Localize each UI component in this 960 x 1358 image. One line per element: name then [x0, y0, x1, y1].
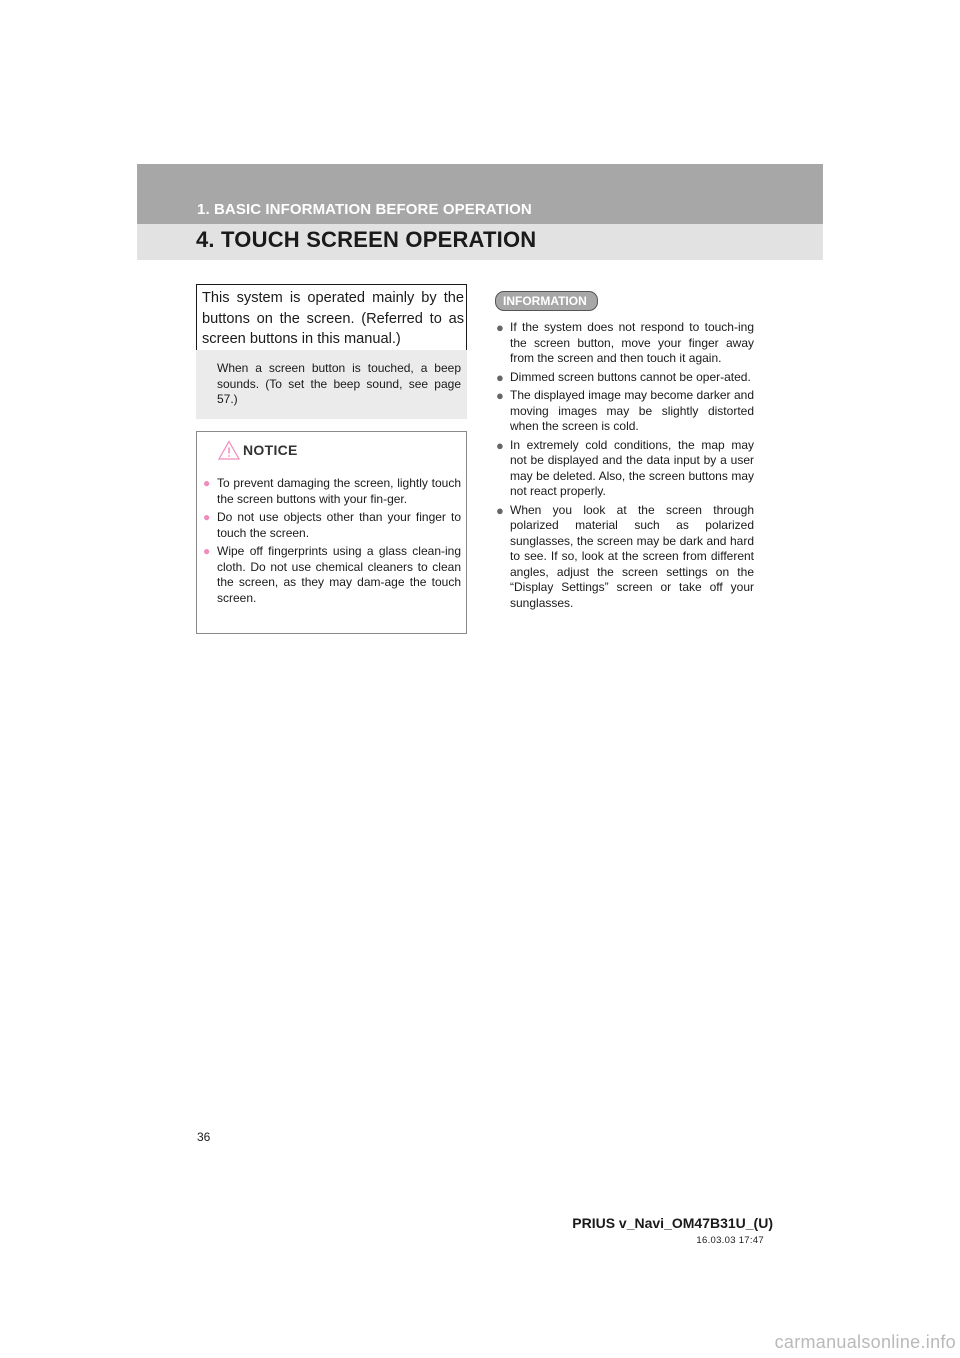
information-item-text: The displayed image may become darker and moving images may be slightly distorted when the screen is cold. [510, 388, 754, 433]
information-label: INFORMATION [503, 294, 587, 308]
document-id: PRIUS v_Navi_OM47B31U_(U) [572, 1215, 773, 1231]
notice-item [203, 544, 461, 606]
gray-bullet-icon: ● [496, 388, 504, 403]
notice-item-text: Wipe off fingerprints using a glass clean-ing cloth. Do not use chemical cleaners to clean the screen, as they may dam-age the touch screen. [217, 544, 461, 605]
information-badge [495, 291, 598, 311]
notice-box [196, 431, 467, 634]
information-item-text: If the system does not respond to touch-ing the screen button, move your finger away from the screen and then touch it again. [510, 320, 754, 365]
pink-bullet-icon: ● [203, 476, 211, 490]
site-watermark[interactable]: carmanualsonline.info [774, 1332, 956, 1352]
notice-item [203, 510, 461, 541]
notice-item [203, 476, 461, 507]
beep-note [203, 361, 461, 408]
notice-label: NOTICE [243, 442, 298, 458]
print-timestamp: 16.03.03 17:47 [696, 1235, 764, 1246]
information-item [496, 438, 754, 500]
beep-note-text: When a screen button is touched, a beep sounds. (To set the beep sound, see page 57.) [217, 361, 461, 406]
information-item [496, 388, 754, 435]
information-header [495, 291, 598, 311]
gray-bullet-icon: ● [496, 320, 504, 335]
notice-header [197, 438, 466, 466]
gray-bullet-icon: ● [496, 502, 504, 518]
gray-bullet-icon: ● [496, 437, 504, 453]
beep-note-box [196, 350, 467, 419]
information-item-text: Dimmed screen buttons cannot be oper-ated. [510, 369, 751, 384]
information-item-text: When you look at the screen through polarized material such as polarized sunglasses, the screen may be dark and hard to see. If so, look at the screen from different angles, adjust the screen settings on the “Display Settings” screen or take off your sunglasses. [510, 502, 754, 610]
information-item [496, 503, 754, 612]
section-title: 1. BASIC INFORMATION BEFORE OPERATION [197, 201, 532, 218]
information-item-text: In extremely cold conditions, the map may not be displayed and the data input by a user may be deleted. Also, the screen buttons may not react properly. [510, 437, 754, 498]
pink-bullet-icon: ● [203, 544, 211, 558]
gray-bullet-icon: ● [496, 369, 504, 385]
information-item [496, 320, 754, 367]
warning-triangle-icon [218, 440, 240, 460]
page-number: 36 [197, 1130, 211, 1144]
information-item [496, 370, 754, 386]
notice-item-text: To prevent damaging the screen, lightly touch the screen buttons with your fin-ger. [217, 476, 461, 506]
intro-text: This system is operated mainly by the buttons on the screen. (Referred to as screen buttons in this manual.) [202, 290, 464, 347]
information-list [496, 320, 754, 614]
pink-bullet-icon: ● [203, 510, 211, 524]
notice-item-text: Do not use objects other than your finger to touch the screen. [217, 510, 461, 540]
intro-box [196, 284, 467, 352]
page-title: 4. TOUCH SCREEN OPERATION [196, 227, 537, 252]
notice-list [203, 476, 461, 609]
